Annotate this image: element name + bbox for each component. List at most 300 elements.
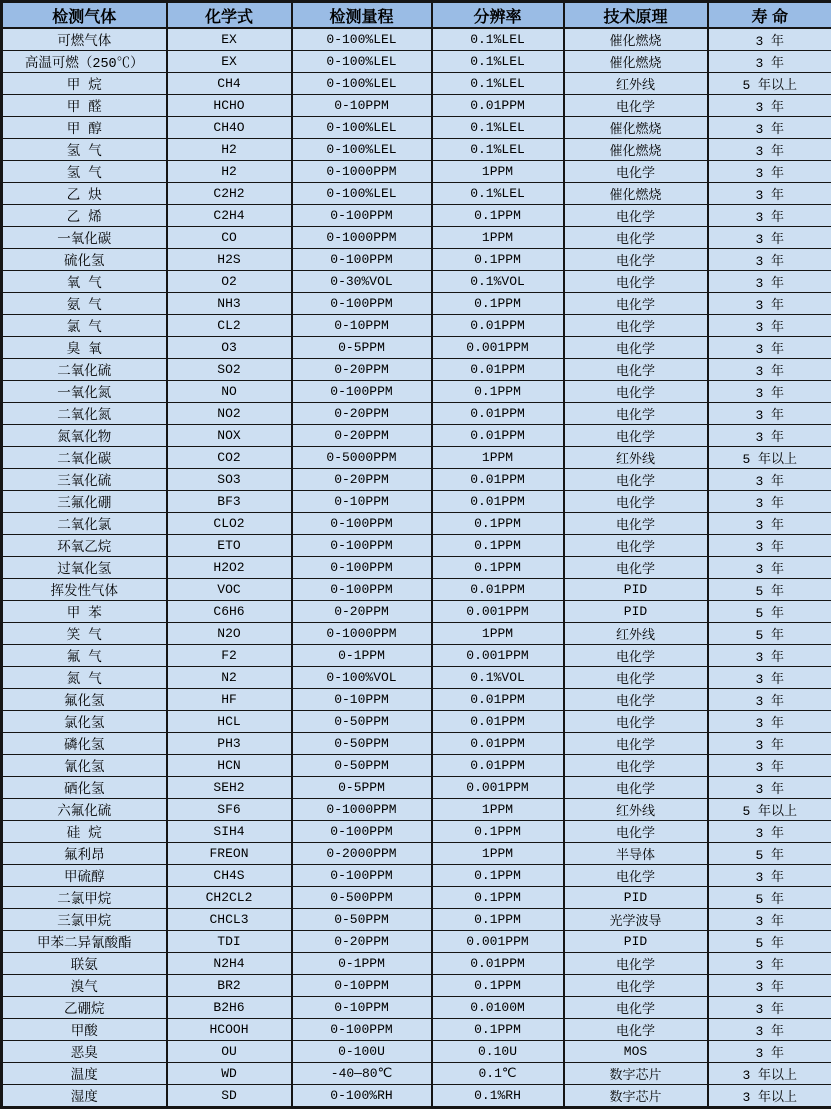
table-cell: 电化学 (564, 227, 708, 249)
table-cell: 3 年 (708, 645, 831, 667)
table-cell: 0.0100M (432, 997, 564, 1019)
table-row (2, 535, 831, 557)
table-cell: 3 年以上 (708, 1085, 831, 1108)
table-cell: 氧 气 (2, 271, 167, 293)
table-row (2, 337, 831, 359)
table-cell: 电化学 (564, 491, 708, 513)
table-cell: 联氨 (2, 953, 167, 975)
table-cell: 催化燃烧 (564, 183, 708, 205)
table-row (2, 667, 831, 689)
table-cell: 0-50PPM (292, 909, 432, 931)
table-cell: 0-50PPM (292, 711, 432, 733)
table-cell: SD (167, 1085, 292, 1108)
table-cell: 0-1000PPM (292, 227, 432, 249)
table-cell: 乙 烯 (2, 205, 167, 227)
table-cell: 0.1PPM (432, 293, 564, 315)
table-cell: 5 年以上 (708, 799, 831, 821)
table-cell: 电化学 (564, 513, 708, 535)
table-cell: 0-100%LEL (292, 117, 432, 139)
table-cell: 高温可燃（250℃） (2, 51, 167, 73)
table-cell: 0-10PPM (292, 315, 432, 337)
table-cell: 催化燃烧 (564, 117, 708, 139)
table-cell: 一氧化碳 (2, 227, 167, 249)
table-cell: 0.001PPM (432, 645, 564, 667)
table-header (2, 2, 831, 29)
table-row (2, 403, 831, 425)
table-cell: 电化学 (564, 1019, 708, 1041)
table-cell: 0.1%VOL (432, 271, 564, 293)
table-row (2, 513, 831, 535)
table-cell: H2 (167, 161, 292, 183)
table-cell: 催化燃烧 (564, 139, 708, 161)
table-cell: 氯 气 (2, 315, 167, 337)
table-row (2, 733, 831, 755)
table-cell: 电化学 (564, 381, 708, 403)
table-cell: 0-5000PPM (292, 447, 432, 469)
table-cell: 5 年以上 (708, 73, 831, 95)
table-cell: 0-100PPM (292, 205, 432, 227)
table-cell: 3 年 (708, 909, 831, 931)
table-cell: 六氟化硫 (2, 799, 167, 821)
table-row (2, 315, 831, 337)
table-cell: NH3 (167, 293, 292, 315)
table-body (2, 28, 831, 1108)
table-cell: N2 (167, 667, 292, 689)
table-row (2, 887, 831, 909)
table-cell: 0.1%RH (432, 1085, 564, 1108)
table-row (2, 381, 831, 403)
table-cell: EX (167, 51, 292, 73)
table-row (2, 931, 831, 953)
table-cell: 二氧化氯 (2, 513, 167, 535)
table-cell: 5 年 (708, 601, 831, 623)
table-cell: 氟 气 (2, 645, 167, 667)
table-row (2, 95, 831, 117)
table-cell: 0.01PPM (432, 733, 564, 755)
table-row (2, 821, 831, 843)
table-cell: 5 年 (708, 843, 831, 865)
table-cell: H2O2 (167, 557, 292, 579)
table-cell: CH4S (167, 865, 292, 887)
table-cell: 3 年 (708, 689, 831, 711)
table-cell: 电化学 (564, 271, 708, 293)
table-cell: N2H4 (167, 953, 292, 975)
table-cell: 氟化氢 (2, 689, 167, 711)
table-cell: 0.1PPM (432, 887, 564, 909)
table-cell: 硒化氢 (2, 777, 167, 799)
table-cell: 电化学 (564, 733, 708, 755)
table-cell: 甲 烷 (2, 73, 167, 95)
table-cell: 0-10PPM (292, 95, 432, 117)
table-row (2, 117, 831, 139)
table-cell: 电化学 (564, 557, 708, 579)
table-cell: 0.1PPM (432, 865, 564, 887)
table-cell: CO2 (167, 447, 292, 469)
table-cell: 0-100PPM (292, 821, 432, 843)
table-cell: 电化学 (564, 997, 708, 1019)
table-cell: 3 年 (708, 953, 831, 975)
table-cell: 0.01PPM (432, 711, 564, 733)
table-cell: 0.01PPM (432, 469, 564, 491)
table-cell: 3 年 (708, 975, 831, 997)
table-cell: 0-100PPM (292, 865, 432, 887)
table-cell: 半导体 (564, 843, 708, 865)
table-cell: 氢 气 (2, 139, 167, 161)
table-cell: 0-100PPM (292, 1019, 432, 1041)
table-cell: 甲 醇 (2, 117, 167, 139)
table-cell: 电化学 (564, 425, 708, 447)
table-cell: 0-2000PPM (292, 843, 432, 865)
table-cell: 催化燃烧 (564, 51, 708, 73)
table-cell: 二氯甲烷 (2, 887, 167, 909)
table-cell: 3 年 (708, 271, 831, 293)
table-cell: 0-500PPM (292, 887, 432, 909)
table-cell: 0.01PPM (432, 689, 564, 711)
table-cell: 0.01PPM (432, 755, 564, 777)
table-cell: 3 年 (708, 315, 831, 337)
table-cell: HCN (167, 755, 292, 777)
column-header-formula: 化学式 (167, 2, 292, 29)
table-row (2, 755, 831, 777)
table-cell: H2S (167, 249, 292, 271)
table-cell: 1PPM (432, 623, 564, 645)
table-cell: 温度 (2, 1063, 167, 1085)
table-cell: 0-10PPM (292, 975, 432, 997)
table-cell: CH4 (167, 73, 292, 95)
table-cell: ETO (167, 535, 292, 557)
table-cell: 硅 烷 (2, 821, 167, 843)
table-cell: 氰化氢 (2, 755, 167, 777)
table-cell: SO2 (167, 359, 292, 381)
table-cell: 0.1%LEL (432, 51, 564, 73)
table-row (2, 623, 831, 645)
table-row (2, 183, 831, 205)
table-cell: 0.1PPM (432, 975, 564, 997)
table-cell: 3 年 (708, 997, 831, 1019)
table-cell: F2 (167, 645, 292, 667)
table-cell: B2H6 (167, 997, 292, 1019)
table-cell: 3 年 (708, 249, 831, 271)
table-cell: FREON (167, 843, 292, 865)
table-row (2, 425, 831, 447)
table-row (2, 469, 831, 491)
table-cell: 电化学 (564, 205, 708, 227)
table-cell: 3 年 (708, 95, 831, 117)
table-cell: 3 年 (708, 139, 831, 161)
table-cell: C2H4 (167, 205, 292, 227)
table-cell: 0-100%LEL (292, 183, 432, 205)
table-cell: 0.1PPM (432, 249, 564, 271)
table-cell: 数字芯片 (564, 1085, 708, 1108)
table-cell: 磷化氢 (2, 733, 167, 755)
table-cell: 电化学 (564, 403, 708, 425)
table-cell: 3 年 (708, 513, 831, 535)
table-cell: 二氧化氮 (2, 403, 167, 425)
table-cell: 硫化氢 (2, 249, 167, 271)
table-cell: 3 年 (708, 1019, 831, 1041)
table-row (2, 865, 831, 887)
table-cell: 光学波导 (564, 909, 708, 931)
table-cell: HCL (167, 711, 292, 733)
table-cell: 0.1%LEL (432, 183, 564, 205)
table-cell: 3 年 (708, 469, 831, 491)
table-cell: 电化学 (564, 535, 708, 557)
table-cell: SF6 (167, 799, 292, 821)
table-row (2, 227, 831, 249)
table-cell: WD (167, 1063, 292, 1085)
table-cell: 0.1PPM (432, 513, 564, 535)
table-cell: 电化学 (564, 95, 708, 117)
table-cell: 甲酸 (2, 1019, 167, 1041)
table-cell: 甲 苯 (2, 601, 167, 623)
table-cell: CH4O (167, 117, 292, 139)
table-cell: 二氧化碳 (2, 447, 167, 469)
table-cell: 3 年 (708, 821, 831, 843)
table-cell: 0.1%LEL (432, 28, 564, 51)
table-cell: 过氧化氢 (2, 557, 167, 579)
table-row (2, 953, 831, 975)
table-cell: 笑 气 (2, 623, 167, 645)
table-cell: 0.01PPM (432, 579, 564, 601)
table-row (2, 51, 831, 73)
table-cell: 3 年 (708, 117, 831, 139)
table-cell: 5 年 (708, 887, 831, 909)
table-cell: NO (167, 381, 292, 403)
table-cell: 甲硫醇 (2, 865, 167, 887)
table-cell: 0.001PPM (432, 931, 564, 953)
column-header-range: 检测量程 (292, 2, 432, 29)
table-cell: 0.01PPM (432, 95, 564, 117)
table-cell: 1PPM (432, 447, 564, 469)
table-cell: 0-50PPM (292, 733, 432, 755)
table-cell: 0-1000PPM (292, 161, 432, 183)
column-header-resolution: 分辨率 (432, 2, 564, 29)
table-row (2, 271, 831, 293)
table-cell: -40—80℃ (292, 1063, 432, 1085)
table-cell: 恶臭 (2, 1041, 167, 1063)
table-cell: 0-20PPM (292, 469, 432, 491)
table-cell: 3 年 (708, 777, 831, 799)
table-row (2, 909, 831, 931)
table-cell: CH2CL2 (167, 887, 292, 909)
table-cell: 红外线 (564, 799, 708, 821)
table-cell: TDI (167, 931, 292, 953)
table-cell: 1PPM (432, 843, 564, 865)
table-row (2, 28, 831, 51)
table-cell: 3 年 (708, 28, 831, 51)
table-cell: 0.1%LEL (432, 139, 564, 161)
table-cell: 环氧乙烷 (2, 535, 167, 557)
table-row (2, 997, 831, 1019)
table-row (2, 161, 831, 183)
table-cell: 挥发性气体 (2, 579, 167, 601)
table-cell: N2O (167, 623, 292, 645)
table-row (2, 491, 831, 513)
table-row (2, 557, 831, 579)
column-header-gas: 检测气体 (2, 2, 167, 29)
table-cell: 电化学 (564, 337, 708, 359)
table-cell: 催化燃烧 (564, 28, 708, 51)
table-cell: 甲苯二异氰酸酯 (2, 931, 167, 953)
table-cell: 0-100PPM (292, 579, 432, 601)
table-cell: 电化学 (564, 777, 708, 799)
table-cell: 0-20PPM (292, 425, 432, 447)
table-row (2, 1041, 831, 1063)
table-row (2, 447, 831, 469)
table-cell: 3 年 (708, 535, 831, 557)
table-row (2, 1019, 831, 1041)
table-cell: 1PPM (432, 227, 564, 249)
table-cell: 电化学 (564, 161, 708, 183)
table-cell: 3 年 (708, 293, 831, 315)
table-row (2, 645, 831, 667)
table-cell: 3 年 (708, 403, 831, 425)
table-cell: 0.001PPM (432, 777, 564, 799)
table-cell: 三氯甲烷 (2, 909, 167, 931)
table-cell: 溴气 (2, 975, 167, 997)
table-cell: 3 年 (708, 205, 831, 227)
table-row (2, 359, 831, 381)
table-cell: 一氧化氮 (2, 381, 167, 403)
table-row (2, 73, 831, 95)
table-row (2, 1085, 831, 1108)
table-cell: 电化学 (564, 645, 708, 667)
table-row (2, 139, 831, 161)
table-cell: 0.1PPM (432, 381, 564, 403)
table-cell: 红外线 (564, 447, 708, 469)
table-row (2, 689, 831, 711)
table-cell: 氯化氢 (2, 711, 167, 733)
table-cell: 电化学 (564, 359, 708, 381)
table-cell: 电化学 (564, 953, 708, 975)
table-cell: 0.1PPM (432, 535, 564, 557)
table-cell: 3 年 (708, 755, 831, 777)
table-cell: 0-100PPM (292, 293, 432, 315)
table-cell: 0-100%LEL (292, 139, 432, 161)
table-cell: 0-100PPM (292, 513, 432, 535)
table-cell: 甲 醛 (2, 95, 167, 117)
table-row (2, 1063, 831, 1085)
table-cell: 3 年 (708, 161, 831, 183)
table-cell: 5 年 (708, 931, 831, 953)
table-cell: MOS (564, 1041, 708, 1063)
table-cell: 0-100U (292, 1041, 432, 1063)
table-cell: 0.001PPM (432, 337, 564, 359)
table-cell: 红外线 (564, 73, 708, 95)
table-cell: 电化学 (564, 711, 708, 733)
table-cell: 0-20PPM (292, 359, 432, 381)
table-cell: PH3 (167, 733, 292, 755)
table-cell: SO3 (167, 469, 292, 491)
table-cell: VOC (167, 579, 292, 601)
table-cell: 5 年以上 (708, 447, 831, 469)
table-cell: 0.1PPM (432, 909, 564, 931)
table-cell: PID (564, 601, 708, 623)
column-header-principle: 技术原理 (564, 2, 708, 29)
table-cell: 0-100%LEL (292, 73, 432, 95)
table-cell: 1PPM (432, 161, 564, 183)
table-cell: 0.001PPM (432, 601, 564, 623)
table-cell: SIH4 (167, 821, 292, 843)
table-cell: 5 年 (708, 579, 831, 601)
table-cell: 0.1PPM (432, 557, 564, 579)
table-cell: 0.01PPM (432, 315, 564, 337)
header-row (2, 2, 831, 29)
table-cell: HF (167, 689, 292, 711)
table-cell: 0.01PPM (432, 359, 564, 381)
table-cell: 电化学 (564, 755, 708, 777)
table-cell: BR2 (167, 975, 292, 997)
table-cell: 0.1PPM (432, 821, 564, 843)
table-cell: O2 (167, 271, 292, 293)
table-cell: 3 年 (708, 381, 831, 403)
table-cell: PID (564, 887, 708, 909)
table-cell: 0-100PPM (292, 535, 432, 557)
table-cell: 0.01PPM (432, 491, 564, 513)
table-cell: 0.01PPM (432, 953, 564, 975)
table-cell: O3 (167, 337, 292, 359)
table-cell: 3 年 (708, 865, 831, 887)
table-cell: 3 年以上 (708, 1063, 831, 1085)
table-cell: 乙 炔 (2, 183, 167, 205)
table-cell: 电化学 (564, 975, 708, 997)
table-cell: PID (564, 931, 708, 953)
table-cell: 0-1000PPM (292, 799, 432, 821)
table-row (2, 205, 831, 227)
table-cell: 氮 气 (2, 667, 167, 689)
table-cell: 0-100%VOL (292, 667, 432, 689)
table-cell: 氢 气 (2, 161, 167, 183)
table-cell: 0-20PPM (292, 931, 432, 953)
table-cell: 0-100PPM (292, 557, 432, 579)
table-row (2, 711, 831, 733)
table-cell: 0-100%LEL (292, 28, 432, 51)
table-cell: CLO2 (167, 513, 292, 535)
table-cell: 红外线 (564, 623, 708, 645)
table-cell: 3 年 (708, 1041, 831, 1063)
table-cell: 湿度 (2, 1085, 167, 1108)
column-header-life: 寿 命 (708, 2, 831, 29)
table-cell: 0.1PPM (432, 205, 564, 227)
table-cell: 3 年 (708, 337, 831, 359)
table-cell: 0-10PPM (292, 491, 432, 513)
table-cell: 3 年 (708, 359, 831, 381)
table-cell: 0.1%LEL (432, 73, 564, 95)
table-cell: CO (167, 227, 292, 249)
table-row (2, 777, 831, 799)
table-cell: 3 年 (708, 711, 831, 733)
table-cell: 3 年 (708, 733, 831, 755)
table-cell: 电化学 (564, 689, 708, 711)
table-cell: HCOOH (167, 1019, 292, 1041)
table-cell: 0-5PPM (292, 337, 432, 359)
table-cell: 臭 氧 (2, 337, 167, 359)
table-cell: 0-1PPM (292, 953, 432, 975)
table-cell: 0.01PPM (432, 403, 564, 425)
table-cell: 电化学 (564, 293, 708, 315)
table-cell: 3 年 (708, 557, 831, 579)
table-cell: 0-30%VOL (292, 271, 432, 293)
table-cell: 电化学 (564, 667, 708, 689)
table-cell: 电化学 (564, 249, 708, 271)
table-cell: 氨 气 (2, 293, 167, 315)
table-cell: 3 年 (708, 51, 831, 73)
table-cell: 0-100%RH (292, 1085, 432, 1108)
table-cell: NO2 (167, 403, 292, 425)
table-cell: 1PPM (432, 799, 564, 821)
table-cell: 氮氧化物 (2, 425, 167, 447)
table-cell: 0-1PPM (292, 645, 432, 667)
